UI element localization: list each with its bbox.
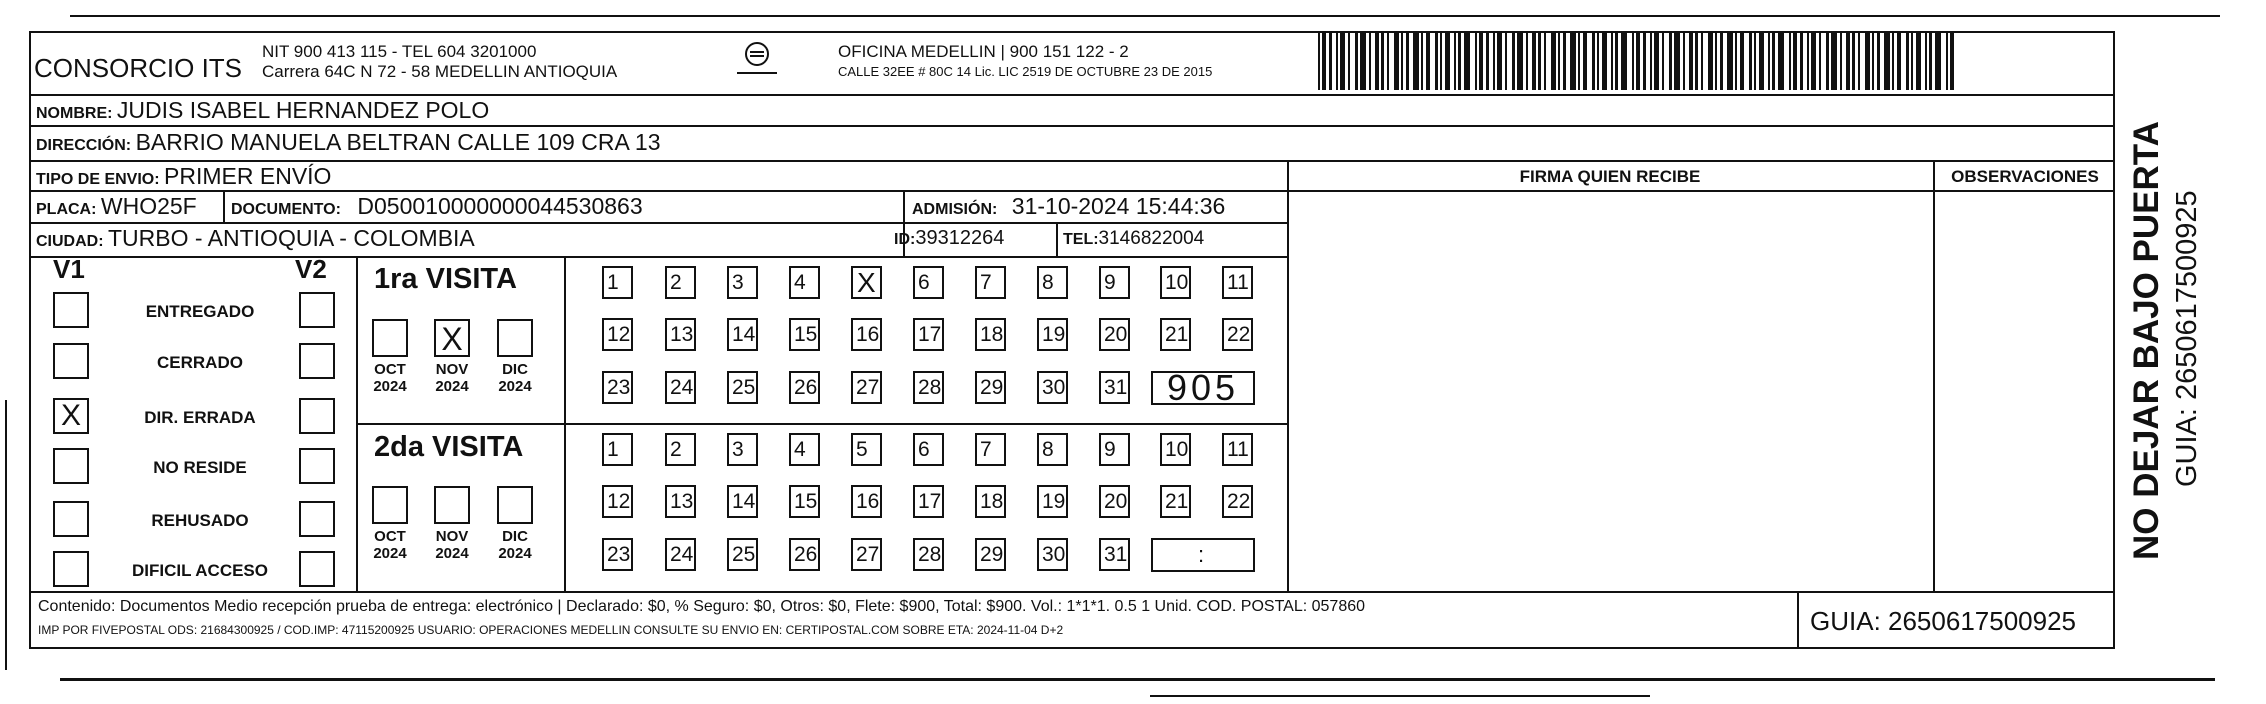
barcode-bar [1892, 32, 1894, 90]
month-label [498, 361, 532, 395]
barcode-bar [1497, 32, 1502, 90]
barcode-bar [1662, 32, 1664, 90]
barcode-bar [1355, 32, 1358, 90]
plate-value: WHO25F [100, 193, 197, 219]
day-box[interactable]: 6 [913, 266, 944, 299]
license-line: CALLE 32EE # 80C 14 Lic. LIC 2519 DE OCTUBRE 23 DE 2015 [838, 64, 1213, 79]
barcode-bar [1458, 32, 1461, 90]
day-box[interactable]: 27 [851, 371, 882, 404]
side-guia: GUIA: 2650617500925 [2171, 190, 2203, 487]
day-box[interactable]: 24 [665, 538, 696, 571]
barcode-bar [1754, 32, 1756, 90]
day-box[interactable]: 10 [1160, 266, 1191, 299]
day-box[interactable]: 1 [602, 266, 633, 299]
month-name: NOV [435, 361, 469, 378]
month-label [373, 528, 407, 562]
barcode-bar [1426, 32, 1430, 90]
barcode-bar [1406, 32, 1409, 90]
month-name: DIC [502, 361, 528, 378]
month-label [435, 528, 469, 562]
day-box[interactable]: 24 [665, 371, 696, 404]
v1-checkbox[interactable] [53, 292, 89, 328]
signature-area[interactable] [1290, 192, 1932, 590]
day-box[interactable]: 23 [602, 538, 633, 571]
document-cell [231, 193, 643, 220]
footer-line [29, 591, 2115, 593]
day-box[interactable]: 22 [1222, 485, 1253, 518]
barcode-bar [1340, 32, 1345, 90]
month-checkbox[interactable] [372, 486, 408, 524]
barcode-bar [1493, 32, 1495, 90]
month-year: 2024 [498, 378, 532, 395]
day-box[interactable]: 19 [1037, 485, 1068, 518]
admission-label: ADMISIÓN: [912, 201, 998, 218]
day-box[interactable]: 21 [1160, 485, 1191, 518]
tel-cell [1063, 228, 1204, 250]
recipient-address: BARRIO MANUELA BELTRAN CALLE 109 CRA 13 [135, 129, 661, 155]
barcode-bar [1551, 32, 1556, 90]
v1-checkbox[interactable] [53, 501, 89, 537]
row-line [29, 222, 1289, 224]
month-name: OCT [374, 361, 406, 378]
month-name: DIC [502, 528, 528, 545]
day-box[interactable]: 9 [1099, 266, 1130, 299]
observations-header: OBSERVACIONES [1951, 167, 2099, 186]
barcode-bar [1831, 32, 1837, 90]
barcode-bar [1865, 32, 1870, 90]
admission-value: 31-10-2024 15:44:36 [1011, 193, 1226, 219]
time-box[interactable]: : [1151, 538, 1255, 572]
day-box[interactable]: 3 [727, 266, 758, 299]
row-line [29, 94, 2115, 96]
month-name: OCT [374, 528, 406, 545]
top-edge-line [70, 15, 2220, 17]
barcode-bar [1858, 32, 1860, 90]
ship-type-label: TIPO DE ENVIO: [36, 171, 160, 188]
barcode-bar [1583, 32, 1587, 90]
row-line [29, 256, 1289, 258]
footer-divider [1797, 591, 1799, 649]
day-box[interactable]: 8 [1037, 266, 1068, 299]
status-label: DIR. ERRADA [144, 408, 256, 427]
day-box[interactable]: 5 [851, 433, 882, 466]
barcode-bar [1621, 32, 1627, 90]
barcode-bar [1538, 32, 1541, 90]
day-box[interactable]: 29 [975, 538, 1006, 571]
barcode-bar [1950, 32, 1954, 90]
day-box[interactable]: 18 [975, 485, 1006, 518]
barcode-bar [1735, 32, 1737, 90]
signature-left-border [1287, 160, 1289, 591]
name-row [36, 97, 489, 124]
day-box[interactable]: 30 [1037, 538, 1068, 571]
barcode-bar [1689, 32, 1693, 90]
day-box[interactable]: 17 [913, 485, 944, 518]
month-checkbox[interactable] [434, 486, 470, 524]
bottom-scrap-line [1150, 695, 1650, 697]
barcode-bar [1701, 32, 1703, 90]
day-box[interactable]: 26 [789, 538, 820, 571]
barcode-bar [1479, 32, 1483, 90]
barcode-bar [1375, 32, 1379, 90]
barcode-bar [1454, 32, 1456, 90]
status-label: DIFICIL ACCESO [131, 561, 268, 580]
barcode-bar [1532, 32, 1536, 90]
city-row [36, 225, 475, 252]
barcode-bar [1578, 32, 1580, 90]
day-box[interactable]: 25 [727, 538, 758, 571]
barcode-bar [1826, 32, 1829, 90]
day-box[interactable]: 16 [851, 318, 882, 351]
day-mark: X [857, 267, 876, 298]
left-edge-line [5, 400, 7, 670]
footer-guia: GUIA: 2650617500925 [1810, 606, 2076, 636]
barcode-bar [1906, 32, 1909, 90]
barcode-bar [1464, 32, 1470, 90]
barcode-bar [1369, 32, 1371, 90]
day-box[interactable]: 9 [1099, 433, 1130, 466]
day-box[interactable]: 31 [1099, 538, 1130, 571]
day-box[interactable]: 6 [913, 433, 944, 466]
day-box[interactable]: 15 [789, 318, 820, 351]
barcode-bar [1807, 32, 1809, 90]
tel-label: TEL: [1063, 231, 1099, 248]
day-box[interactable]: 18 [975, 318, 1006, 351]
barcode-bar [1329, 32, 1332, 90]
barcode-bar [1632, 32, 1634, 90]
id-value: 39312264 [915, 227, 1005, 249]
barcode-bar [1793, 32, 1797, 90]
month-checkbox[interactable]: X [434, 319, 470, 357]
month-year: 2024 [373, 545, 407, 562]
day-box[interactable]: 29 [975, 371, 1006, 404]
day-box[interactable]: 30 [1037, 371, 1068, 404]
barcode-bar [1486, 32, 1489, 90]
barcode-bar [1852, 32, 1855, 90]
day-box[interactable]: 2 [665, 433, 696, 466]
day-box[interactable]: 31 [1099, 371, 1130, 404]
barcode-bar [1421, 32, 1423, 90]
barcode-bar [1322, 32, 1326, 90]
status-label: ENTREGADO [145, 302, 255, 321]
barcode-bar [1925, 32, 1927, 90]
barcode-bar [1592, 32, 1595, 90]
day-box[interactable]: 27 [851, 538, 882, 571]
barcode-bar [1877, 32, 1880, 90]
barcode-bar [1715, 32, 1717, 90]
barcode-bar [1563, 32, 1566, 90]
barcode-bar [1811, 32, 1816, 90]
barcode-bar [1558, 32, 1560, 90]
address-row [36, 129, 661, 156]
footer-contents: Contenido: Documentos Medio recepción prueba de entrega: electrónico | Declarado: $0, % Seguro: $0, Otros: $0, Flete: $900, Total: $900. Vol.: 1*1*1. 0.5 1 Unid. COD. POSTAL: 057860 [38, 598, 1366, 615]
v2-checkbox[interactable] [299, 343, 335, 379]
barcode-bar [1929, 32, 1932, 90]
day-box[interactable]: 7 [975, 433, 1006, 466]
v1-checkbox[interactable]: X [53, 398, 89, 434]
barcode-bar [1911, 32, 1913, 90]
barcode-bar [1669, 32, 1672, 90]
city-label: CIUDAD: [36, 233, 104, 250]
day-box[interactable]: 13 [665, 485, 696, 518]
day-box[interactable]: 26 [789, 371, 820, 404]
barcode-bar [1643, 32, 1646, 90]
id-cell [894, 227, 1004, 250]
month-year: 2024 [498, 545, 532, 562]
barcode-bar [1768, 32, 1770, 90]
bottom-edge-line [60, 678, 2215, 681]
day-box[interactable]: 20 [1099, 318, 1130, 351]
v1-checkbox[interactable] [53, 448, 89, 484]
barcode-bar [1526, 32, 1528, 90]
barcode-bar [1650, 32, 1652, 90]
day-box[interactable]: 11 [1222, 266, 1253, 299]
status-label: NO RESIDE [153, 458, 247, 477]
signature-header: FIRMA QUIEN RECIBE [1519, 167, 1701, 186]
certipostal-logo [733, 40, 781, 84]
observations-left-border [1933, 160, 1935, 591]
day-box[interactable]: 1 [602, 433, 633, 466]
month-checkbox[interactable] [372, 319, 408, 357]
barcode-bar [1800, 32, 1803, 90]
day-box[interactable]: 16 [851, 485, 882, 518]
barcode-bar [1602, 32, 1607, 90]
barcode-bar [1360, 32, 1366, 90]
day-box[interactable]: 15 [789, 485, 820, 518]
barcode [1318, 32, 1955, 90]
visit1-title: 1ra VISITA [374, 263, 517, 295]
document-value: D050010000000044530863 [357, 193, 643, 219]
barcode-bar [1946, 32, 1948, 90]
month-name: NOV [435, 528, 469, 545]
barcode-bar [1674, 32, 1680, 90]
barcode-bar [1401, 32, 1403, 90]
month-year: 2024 [435, 545, 469, 562]
month-checkbox[interactable] [497, 319, 533, 357]
status-label: CERRADO [157, 353, 243, 372]
barcode-bar [1381, 32, 1384, 90]
plate-label: PLACA: [36, 201, 97, 218]
barcode-bar [1348, 32, 1350, 90]
day-box[interactable]: 25 [727, 371, 758, 404]
status-label: REHUSADO [151, 511, 249, 530]
barcode-bar [1720, 32, 1723, 90]
day-box[interactable]: 14 [727, 485, 758, 518]
month-label [498, 528, 532, 562]
day-box[interactable]: 3 [727, 433, 758, 466]
recipient-name: JUDIS ISABEL HERNANDEZ POLO [116, 97, 490, 123]
barcode-bar [1749, 32, 1752, 90]
barcode-bar [1413, 32, 1419, 90]
v1-checkbox[interactable] [53, 343, 89, 379]
v1-label: V1 [53, 254, 85, 284]
barcode-bar [1708, 32, 1713, 90]
barcode-bar [1570, 32, 1576, 90]
v2-checkbox[interactable] [299, 501, 335, 537]
certipostal-logo-icon [733, 40, 781, 84]
barcode-bar [1778, 32, 1784, 90]
side-warning: NO DEJAR BAJO PUERTA [2127, 121, 2166, 560]
barcode-bar [1654, 32, 1659, 90]
day-box[interactable]: 19 [1037, 318, 1068, 351]
day-box[interactable]: 14 [727, 318, 758, 351]
id-label: ID: [894, 231, 916, 248]
time-box[interactable]: 905 [1151, 371, 1255, 405]
barcode-bar [1683, 32, 1685, 90]
barcode-bar [1636, 32, 1640, 90]
day-box[interactable]: 22 [1222, 318, 1253, 351]
barcode-bar [1440, 32, 1442, 90]
barcode-bar [1394, 32, 1399, 90]
footer-print-line: IMP POR FIVEPOSTAL ODS: 21684300925 / COD.IMP: 47115200925 USUARIO: OPERACIONES MEDELLIN CONSULTE SU ENVIO EN: CERTIPOSTAL.COM SOBRE ETA: 2024-11-04 D+2 [38, 623, 1064, 637]
barcode-bar [1611, 32, 1613, 90]
observations-area[interactable] [1936, 192, 2112, 590]
ship-type-row [36, 163, 331, 190]
cell-divider [223, 190, 225, 222]
v2-label: V2 [295, 254, 327, 284]
barcode-bar [1897, 32, 1901, 90]
tel-value: 3146822004 [1098, 228, 1205, 249]
barcode-bar [1336, 32, 1338, 90]
document-label: DOCUMENTO: [231, 201, 341, 218]
month-year: 2024 [435, 378, 469, 395]
month-label [373, 361, 407, 395]
barcode-bar [1695, 32, 1698, 90]
city-value: TURBO - ANTIOQUIA - COLOMBIA [108, 225, 475, 251]
barcode-bar [1387, 32, 1389, 90]
day-box[interactable]: 4 [789, 433, 820, 466]
barcode-bar [1727, 32, 1733, 90]
day-box[interactable]: 13 [665, 318, 696, 351]
row-line [29, 125, 2115, 127]
barcode-bar [1615, 32, 1618, 90]
barcode-bar [1512, 32, 1515, 90]
barcode-bar [1840, 32, 1842, 90]
day-box[interactable]: 12 [602, 485, 633, 518]
barcode-bar [1916, 32, 1921, 90]
barcode-bar [1872, 32, 1874, 90]
day-box[interactable]: 2 [665, 266, 696, 299]
barcode-bar [1505, 32, 1507, 90]
barcode-bar [1935, 32, 1941, 90]
barcode-bar [1475, 32, 1477, 90]
barcode-bar [1789, 32, 1791, 90]
day-box[interactable] [851, 266, 882, 299]
day-box[interactable]: 28 [913, 371, 944, 404]
day-box[interactable]: 17 [913, 318, 944, 351]
barcode-bar [1819, 32, 1821, 90]
nit-line: NIT 900 413 115 - TEL 604 3201000 [262, 42, 537, 61]
barcode-bar [1772, 32, 1775, 90]
barcode-bar [1759, 32, 1764, 90]
month-label [435, 361, 469, 395]
v2-checkbox[interactable] [299, 398, 335, 434]
ship-type: PRIMER ENVÍO [164, 163, 332, 189]
barcode-bar [1740, 32, 1744, 90]
day-box[interactable]: 21 [1160, 318, 1191, 351]
day-box[interactable]: 20 [1099, 485, 1130, 518]
v1-checkbox[interactable] [53, 551, 89, 587]
visit-separator [356, 423, 1288, 425]
admission-cell [912, 193, 1225, 220]
barcode-bar [1517, 32, 1523, 90]
address-label: DIRECCIÓN: [36, 137, 132, 154]
barcode-bar [1318, 32, 1320, 90]
plate-row [36, 193, 197, 220]
barcode-bar [1435, 32, 1438, 90]
company-name: CONSORCIO ITS [34, 53, 243, 83]
month-year: 2024 [373, 378, 407, 395]
barcode-bar [1846, 32, 1850, 90]
visit2-title: 2da VISITA [374, 431, 524, 463]
day-box[interactable]: 12 [602, 318, 633, 351]
month-checkbox[interactable] [497, 486, 533, 524]
v2-checkbox[interactable] [299, 292, 335, 328]
day-box[interactable]: 7 [975, 266, 1006, 299]
v2-checkbox[interactable] [299, 551, 335, 587]
name-label: NOMBRE: [36, 105, 113, 122]
barcode-bar [1597, 32, 1599, 90]
row-line [29, 160, 2115, 162]
day-box[interactable]: 10 [1160, 433, 1191, 466]
day-box[interactable]: 11 [1222, 433, 1253, 466]
company-address: Carrera 64C N 72 - 58 MEDELLIN ANTIOQUIA [262, 62, 618, 81]
day-box[interactable]: 8 [1037, 433, 1068, 466]
v2-checkbox[interactable] [299, 448, 335, 484]
barcode-bar [1544, 32, 1546, 90]
day-box[interactable]: 4 [789, 266, 820, 299]
barcode-bar [1445, 32, 1450, 90]
day-box[interactable]: 28 [913, 538, 944, 571]
cell-divider [1056, 222, 1058, 258]
barcode-bar [1884, 32, 1890, 90]
day-box[interactable]: 23 [602, 371, 633, 404]
office-line: OFICINA MEDELLIN | 900 151 122 - 2 [838, 42, 1129, 61]
